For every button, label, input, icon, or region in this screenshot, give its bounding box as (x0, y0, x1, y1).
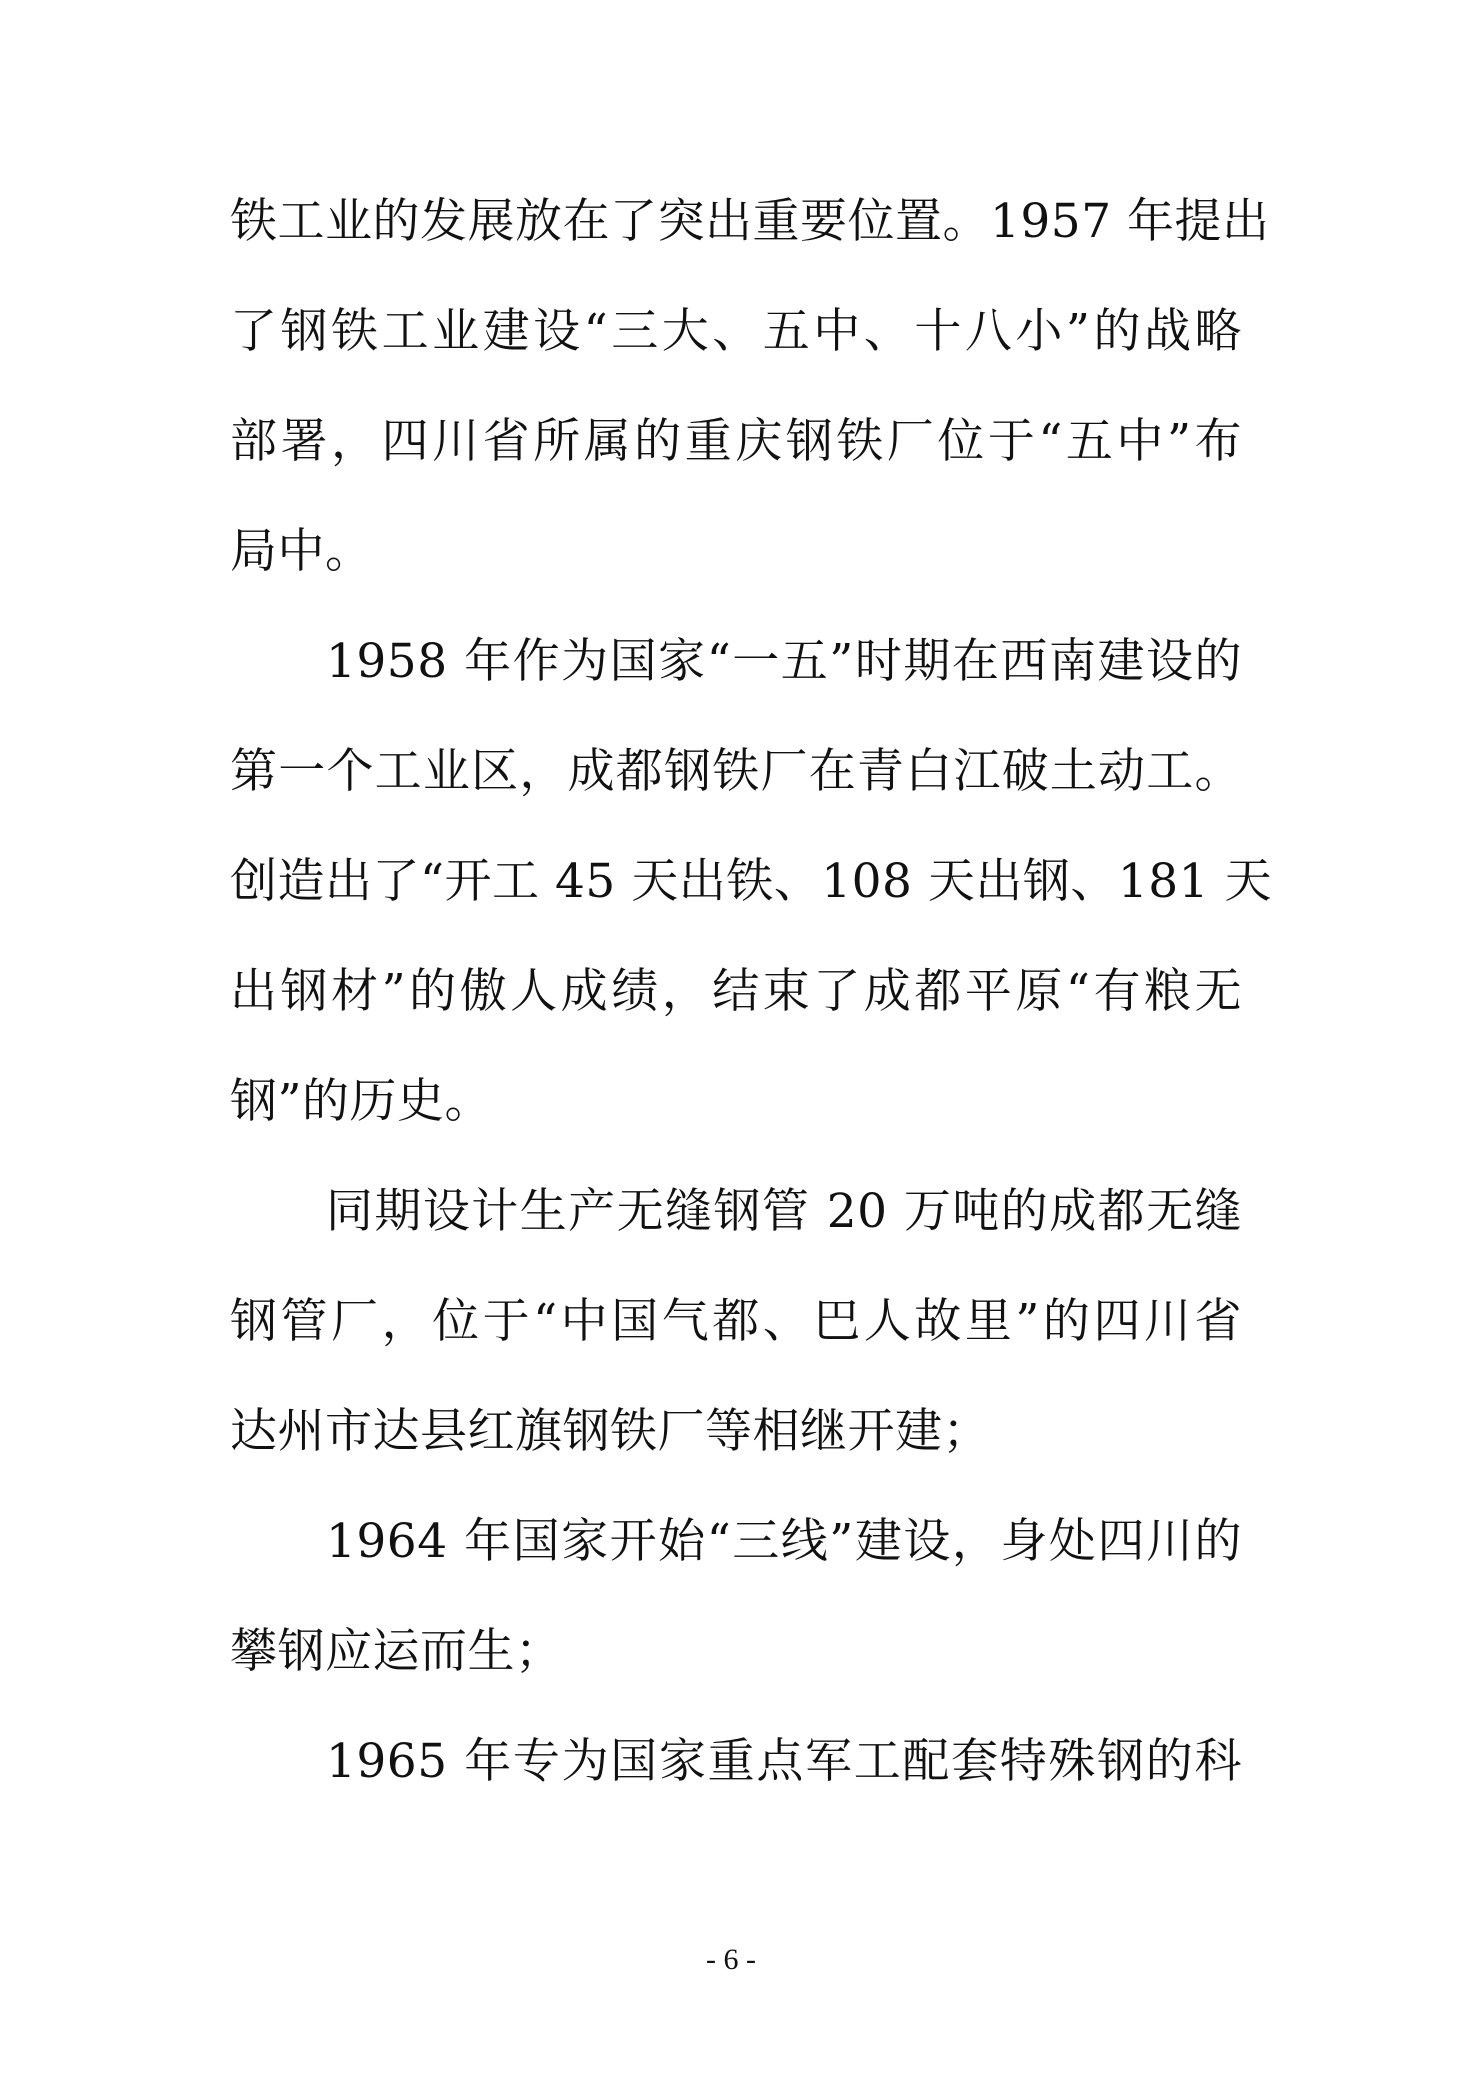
text-line: 局中。 (230, 524, 373, 579)
text-line: 第一个工业区，成都钢铁厂在青白江破土动工。 (230, 744, 1242, 799)
text-line: 达州市达县红旗钢铁厂等相继开建； (230, 1404, 990, 1459)
text-line: 1964 年国家开始“三线”建设，身处四川的 (326, 1514, 1242, 1569)
text-line: 铁工业的发展放在了突出重要位置。1957 年提出 (230, 194, 1270, 249)
text-line: 1965 年专为国家重点军工配套特殊钢的科 (326, 1734, 1242, 1789)
text-line: 部署，四川省所属的重庆钢铁厂位于“五中”布 (230, 414, 1242, 469)
page-number: - 6 - (706, 1943, 756, 1976)
text-line: 1958 年作为国家“一五”时期在西南建设的 (326, 634, 1242, 689)
text-line: 创造出了“开工 45 天出铁、108 天出钢、181 天 (230, 854, 1273, 909)
text-line: 同期设计生产无缝钢管 20 万吨的成都无缝 (326, 1184, 1242, 1239)
text-line: 钢管厂，位于“中国气都、巴人故里”的四川省 (230, 1294, 1242, 1349)
text-line: 攀钢应运而生； (230, 1624, 563, 1679)
text-line: 了钢铁工业建设“三大、五中、十八小”的战略 (230, 304, 1242, 359)
text-line: 钢”的历史。 (230, 1074, 493, 1129)
text-line: 出钢材”的傲人成绩，结束了成都平原“有粮无 (230, 964, 1242, 1019)
